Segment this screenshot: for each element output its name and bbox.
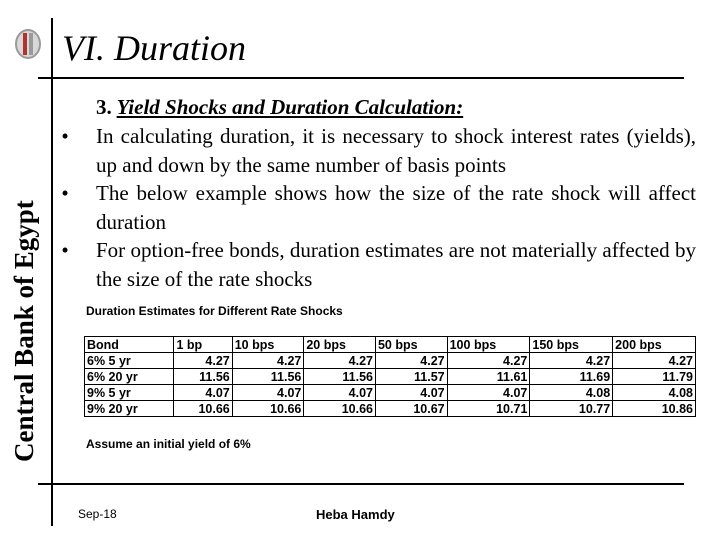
table-row (85, 385, 696, 401)
table-cell: 10.77 (530, 401, 613, 417)
bullet-text: The below example shows how the size of the rate shock will affect duration (96, 181, 696, 234)
table-row (85, 353, 696, 369)
bullet-text: In calculating duration, it is necessary to shock interest rates (yields), up and down by the same number of basis points (96, 124, 696, 177)
table-cell: 4.27 (174, 353, 232, 369)
table-title: Duration Estimates for Different Rate Shocks (86, 304, 343, 318)
table-cell: 11.56 (232, 369, 304, 385)
table-row (85, 401, 696, 417)
header-cell: 100 bps (447, 337, 530, 353)
table-cell: 10.66 (174, 401, 232, 417)
footer-date: Sep-18 (78, 507, 117, 521)
bullet-item (58, 236, 696, 293)
table-cell: 10.71 (447, 401, 530, 417)
subheading-text: Yield Shocks and Duration Calculation: (116, 95, 464, 119)
table-cell: 11.69 (530, 369, 613, 385)
bullet-item (58, 179, 696, 236)
bullet-icon: • (61, 124, 69, 148)
header-cell: 150 bps (530, 337, 613, 353)
table-cell: 6% 20 yr (85, 369, 174, 385)
table-cell: 4.27 (304, 353, 376, 369)
footer-divider (38, 483, 684, 485)
table-cell: 4.07 (375, 385, 447, 401)
table-cell: 9% 20 yr (85, 401, 174, 417)
table-cell: 4.08 (530, 385, 613, 401)
org-name-vertical: Central Bank of Egypt (9, 200, 39, 462)
table-row (85, 369, 696, 385)
table-cell: 4.27 (375, 353, 447, 369)
vertical-divider (51, 18, 53, 526)
bullet-item (58, 122, 696, 179)
table-cell: 10.67 (375, 401, 447, 417)
subheading-number: 3. (96, 95, 112, 119)
bullet-icon: • (61, 181, 69, 205)
header-cell: 10 bps (232, 337, 304, 353)
bullet-text: For option-free bonds, duration estimates are not materially affected by the size of the rate shocks (96, 238, 696, 291)
title-divider (38, 77, 684, 79)
table-cell: 4.07 (232, 385, 304, 401)
subheading (96, 93, 463, 121)
slide-title: VI. Duration (62, 28, 246, 68)
header-cell: 50 bps (375, 337, 447, 353)
table-cell: 10.86 (613, 401, 696, 417)
table-cell: 4.27 (447, 353, 530, 369)
table-cell: 10.66 (304, 401, 376, 417)
header-cell: Bond (85, 337, 174, 353)
table-cell: 11.57 (375, 369, 447, 385)
footer-author: Heba Hamdy (316, 507, 395, 522)
table-cell: 11.56 (304, 369, 376, 385)
table-header-row (85, 337, 696, 353)
table-cell: 9% 5 yr (85, 385, 174, 401)
table-cell: 11.61 (447, 369, 530, 385)
table-cell: 10.66 (232, 401, 304, 417)
table-cell: 4.27 (613, 353, 696, 369)
table-cell: 4.07 (447, 385, 530, 401)
table-cell: 4.07 (304, 385, 376, 401)
bullet-list (58, 122, 696, 293)
table-cell: 4.07 (174, 385, 232, 401)
table-cell: 11.79 (613, 369, 696, 385)
table-cell: 6% 5 yr (85, 353, 174, 369)
header-cell: 200 bps (613, 337, 696, 353)
table-note: Assume an initial yield of 6% (86, 437, 251, 451)
bullet-icon: • (61, 238, 69, 262)
header-cell: 1 bp (174, 337, 232, 353)
duration-table (84, 336, 696, 417)
table-cell: 4.08 (613, 385, 696, 401)
table-cell: 4.27 (232, 353, 304, 369)
header-cell: 20 bps (304, 337, 376, 353)
table-cell: 4.27 (530, 353, 613, 369)
table-cell: 11.56 (174, 369, 232, 385)
